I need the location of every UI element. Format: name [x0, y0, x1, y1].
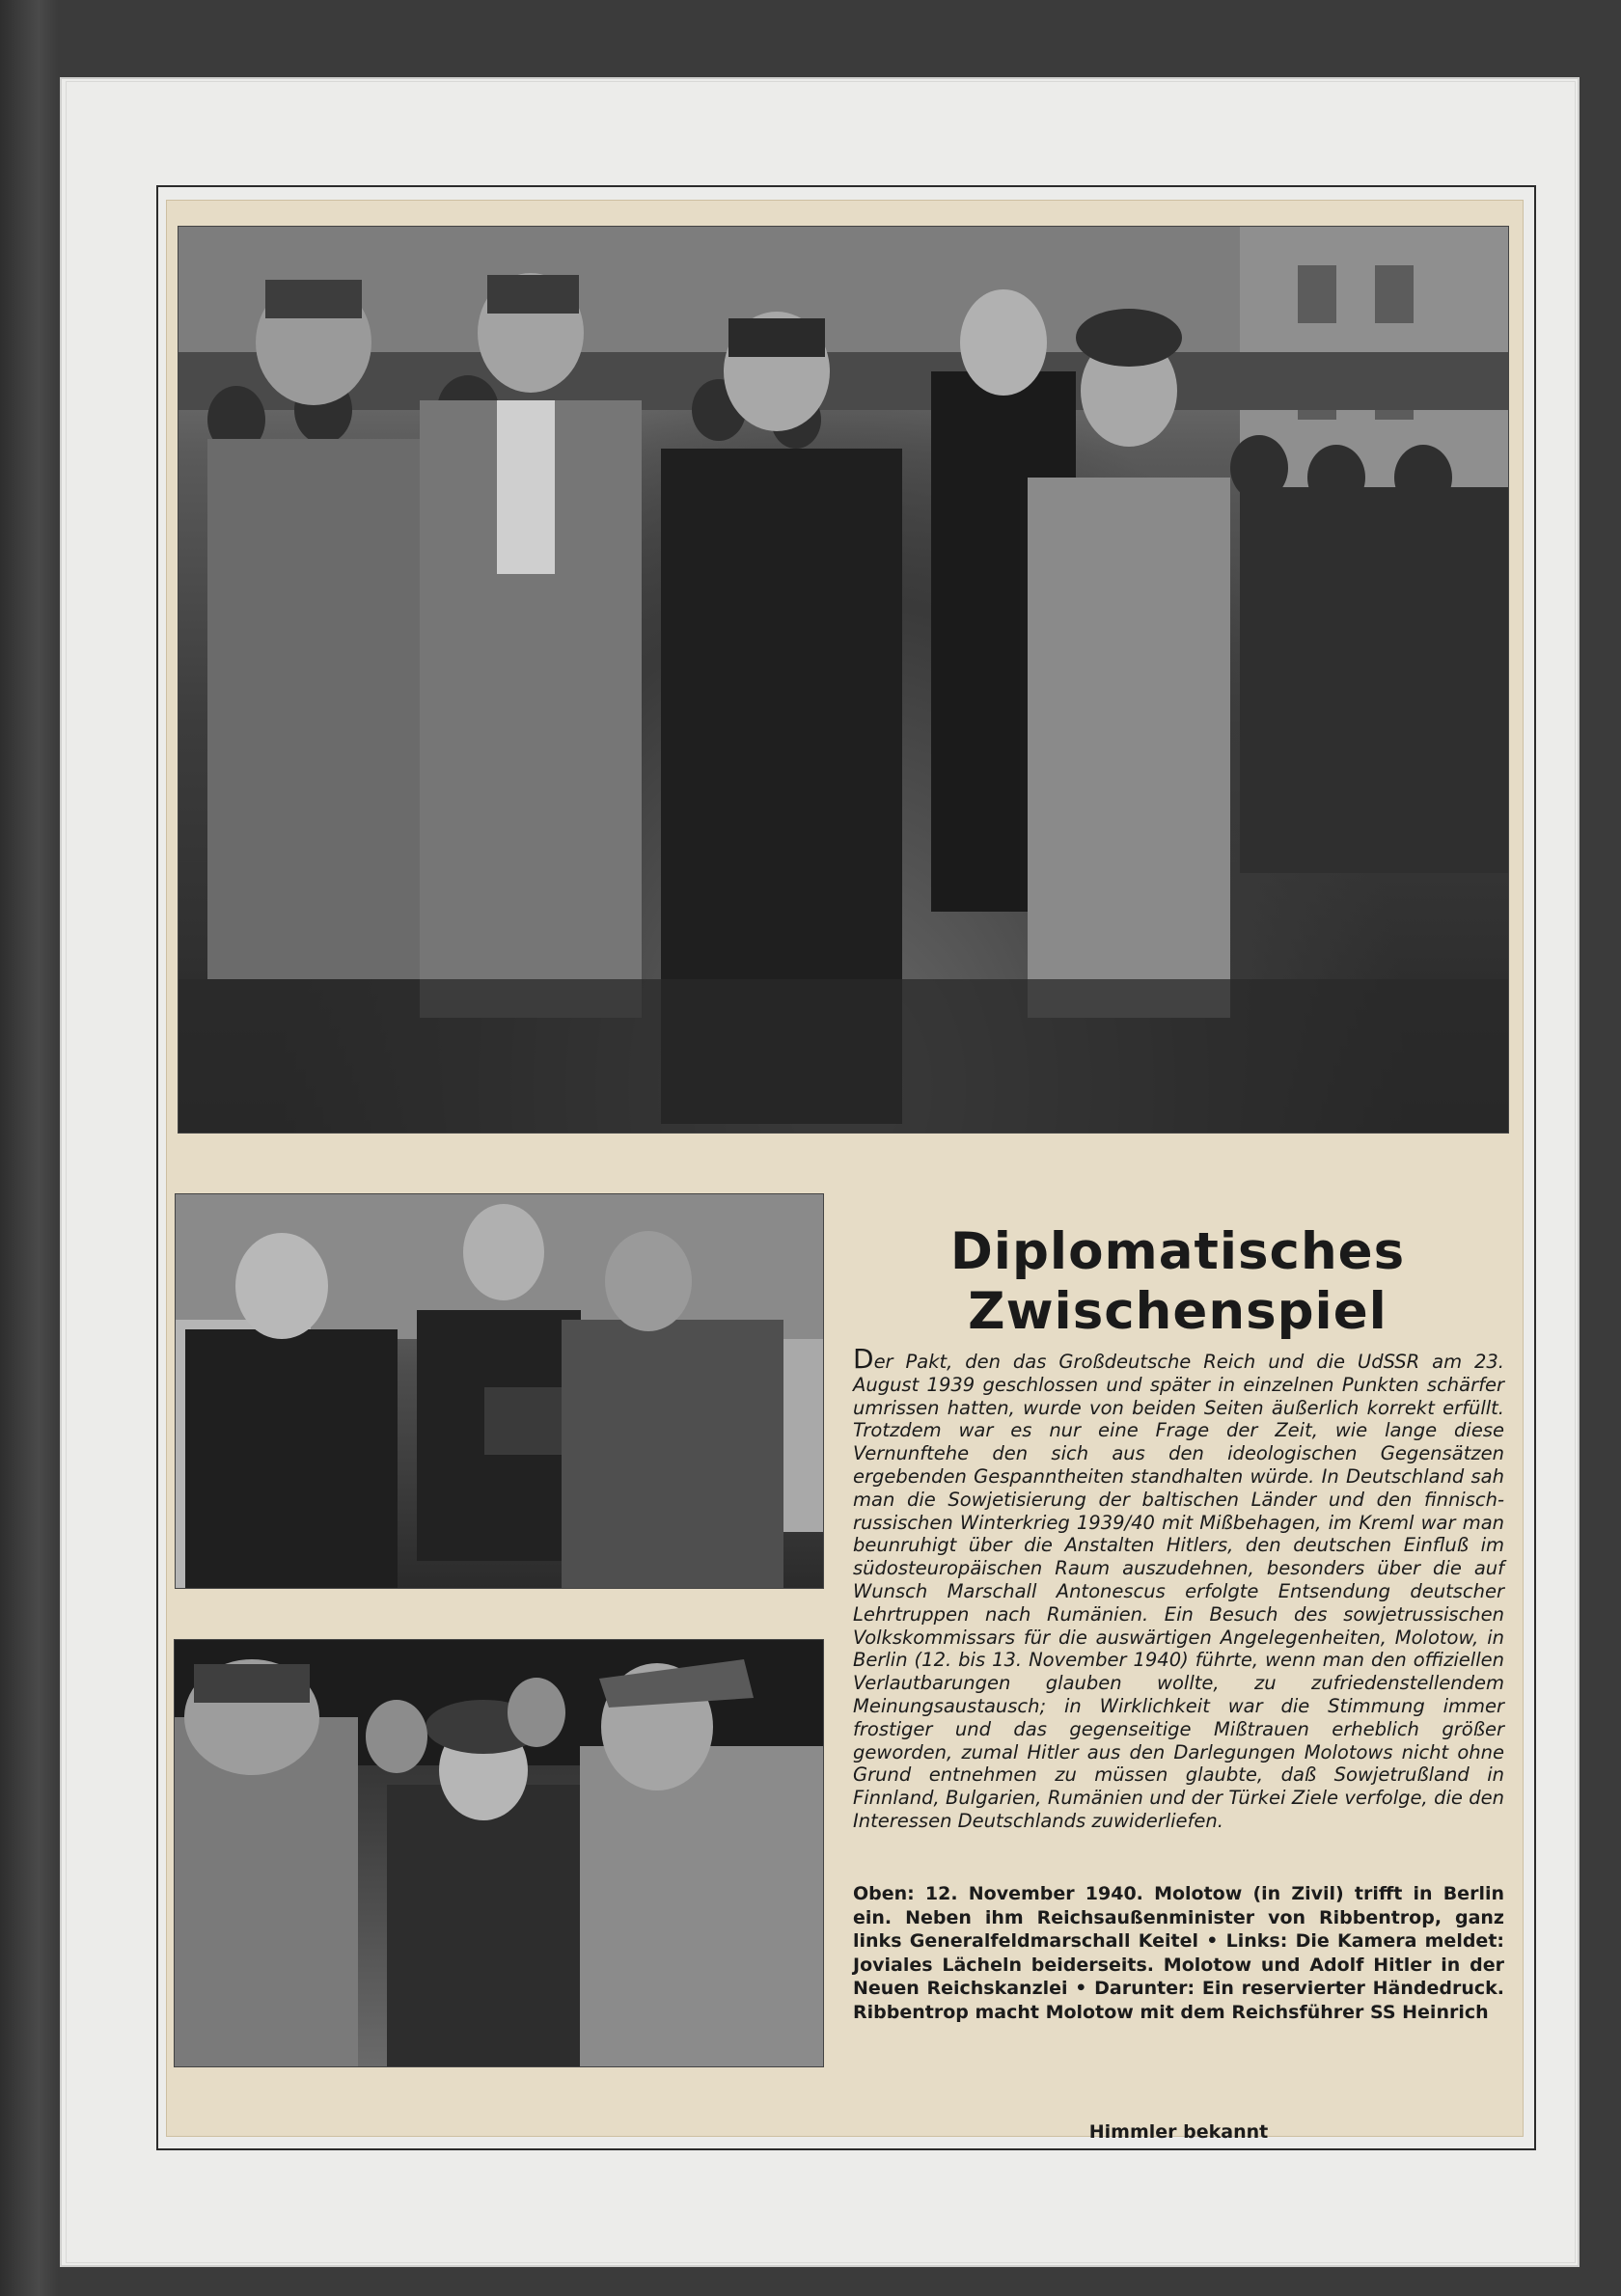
- newspaper-clipping: [166, 200, 1524, 2143]
- photo-arrival-illustration: [179, 227, 1508, 1133]
- photo-caption: Oben: 12. November 1940. Molotow (in Zivil) trifft in Berlin ein. Neben ihm Reichsaußenminister von Ribbentrop, ganz links Generalfeldmarschall Keitel • Links: Die Kamera meldet: Joviales Lächeln beiderseits. Molotow und Adolf Hitler in der Neuen Reichskanzlei • Darunter: Ein reservierter Händedruck. Ribbentrop macht Molotow mit dem Reichsführer SS Heinrich: [853, 1883, 1504, 2023]
- article-headline: [841, 1222, 1514, 1342]
- photo-meeting-illustration: [176, 1194, 823, 1588]
- article-body: [853, 1343, 1504, 1833]
- photo-handshake: [174, 1639, 824, 2067]
- photo-arrival-berlin: [178, 226, 1509, 1134]
- photo-caption-end: Himmler bekannt: [1088, 2121, 1269, 2143]
- photo-reichskanzlei-meeting: [175, 1193, 824, 1589]
- album-page: [60, 77, 1580, 2267]
- body-dropcap: D: [853, 1343, 874, 1375]
- photo-handshake-illustration: [175, 1640, 823, 2066]
- body-text-content: er Pakt, den das Großdeutsche Reich und die UdSSR am 23. August 1939 geschlossen und später in einzelnen Punkten schärfer umrissen hatten, wurde von beiden Seiten äußerlich korrekt erfüllt. Trotzdem war es nur eine Frage der Zeit, wie lange diese Vernunftehe den sich aus den ideologischen Gegensätzen ergebenden Gespanntheiten standhalten würde. In Deutschland sah man die Sowjetisierung der baltischen Länder und den finnisch-russischen Winterkrieg 1939/40 mit Mißbehagen, im Kreml war man beunruhigt über die Anstalten Hitlers, den deutschen Einfluß im südosteuropäischen Raum auszudehnen, besonders über die auf Wunsch Marschall Antonescus erfolgte Entsendung deutscher Lehrtruppen nach Rumänien. Ein Besuch des sowjetrussischen Volkskommissars für die auswärtigen Angelegenheiten, Molotow, in Berlin (12. bis 13. November 1940) führte, wenn man den offiziellen Verlautbarungen glauben wollte, zu zufriedenstellendem Meinungsaustausch; in Wirklichkeit war die Stimmung immer frostiger und das gegenseitige Mißtrauen erheblich größer geworden, zumal Hitler aus den Darlegungen Molotows nicht ohne Grund entnehmen zu müssen glaubte, daß Sowjetrußland in Finnland, Bulgarien, Rumänien und der Türkei Ziele verfolge, die den Interessen Deutschlands zuwiderliefen.: [853, 1351, 1504, 1832]
- headline-line-2: Zwischenspiel: [968, 1282, 1387, 1341]
- headline-line-1: Diplomatisches: [949, 1222, 1406, 1281]
